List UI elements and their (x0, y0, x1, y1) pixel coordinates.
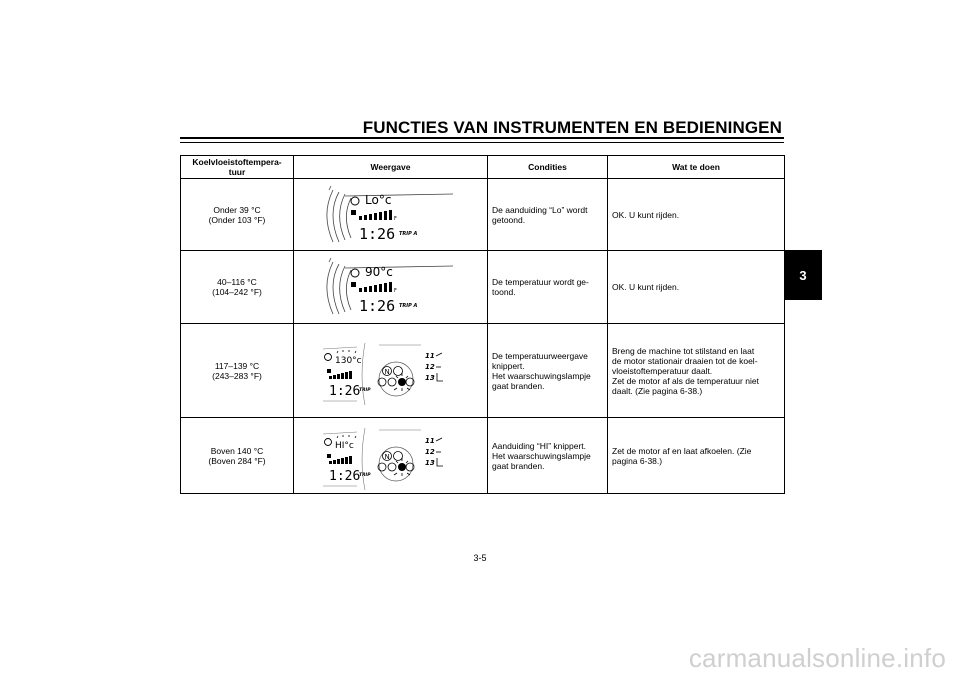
trip-label: TRIP (358, 387, 371, 393)
temperature-icon (324, 438, 331, 445)
table-row (181, 251, 785, 324)
fuel-icon (327, 369, 331, 373)
title-rule-thin (180, 142, 784, 143)
blink-marks (337, 350, 356, 353)
warning-light-icon (398, 378, 406, 386)
lcd-illustration-hi-warning (321, 420, 461, 492)
temperature-icon (324, 353, 331, 360)
temperature-cell: 117–139 °C (243–283 °F) (181, 324, 294, 418)
svg-text:12: 12 (424, 447, 435, 456)
fuel-gauge-bars (329, 371, 352, 379)
chapter-number: 3 (799, 267, 807, 283)
condition-cell: De temperatuur wordt ge- toond. (488, 251, 608, 324)
column-header-action: Wat te doen (608, 156, 785, 179)
page-number: 3-5 (473, 553, 487, 563)
temperature-icon (351, 197, 359, 205)
clock-text: 1:26 (358, 224, 395, 243)
table-row (181, 179, 785, 251)
svg-text:12: 12 (424, 362, 435, 371)
lcd-illustration-130-warning (321, 335, 461, 407)
column-header-temperature: Koelvloeistoftempera- tuur (181, 156, 294, 179)
svg-text:11: 11 (424, 351, 435, 360)
fuel-icon (327, 454, 331, 458)
coolant-temperature-table (180, 155, 785, 494)
action-cell: OK. U kunt rijden. (608, 251, 785, 324)
trip-label: TRIP A (398, 303, 417, 309)
blink-marks (337, 435, 356, 438)
table-row (181, 418, 785, 494)
readout-text: HI°c (334, 440, 354, 451)
neutral-indicator: N (384, 452, 390, 461)
fuel-gauge-bars (359, 210, 392, 220)
readout-text: Lo°c (364, 192, 391, 207)
svg-text:F: F (393, 288, 397, 294)
title-rule (180, 137, 784, 139)
clock-text: 1:26 (358, 297, 395, 315)
column-header-conditions: Condities (488, 156, 608, 179)
display-cell (294, 418, 488, 494)
column-header-display: Weergave (294, 156, 488, 179)
gear-position-list (425, 352, 443, 382)
clock-text: 1:26 (328, 468, 360, 484)
lcd-illustration-90 (321, 256, 461, 318)
display-cell (294, 179, 488, 251)
svg-text:11: 11 (424, 436, 435, 445)
action-cell: Zet de motor af en laat afkoelen. (Zie pagina 6-38.) (608, 418, 785, 494)
temperature-cell: 40–116 °C (104–242 °F) (181, 251, 294, 324)
neutral-indicator: N (384, 367, 390, 376)
table-row (181, 324, 785, 418)
lcd-illustration-lo (321, 184, 461, 246)
temperature-cell: Onder 39 °C (Onder 103 °F) (181, 179, 294, 251)
fuel-gauge-bars (359, 282, 392, 292)
display-cell (294, 324, 488, 418)
indicator-cluster (378, 447, 414, 481)
fuel-gauge-bars (329, 456, 352, 464)
trip-label: TRIP (358, 472, 371, 478)
svg-text:F: F (393, 215, 397, 222)
watermark: carmanualsonline.info (688, 643, 946, 673)
fuel-icon (351, 210, 356, 215)
action-cell: OK. U kunt rijden. (608, 179, 785, 251)
display-cell (294, 251, 488, 324)
svg-text:13: 13 (424, 373, 435, 382)
svg-text:13: 13 (424, 458, 435, 467)
action-cell: Breng de machine tot stilstand en laat de motor stationair draaien tot de koel- vloeistoftemperatuur daalt. Zet de motor af als de temperatuur niet daalt. (Zie pagina 6-38.) (608, 324, 785, 418)
temperature-cell: Boven 140 °C (Boven 284 °F) (181, 418, 294, 494)
gear-position-list (425, 437, 443, 467)
readout-text: 90°c (364, 265, 393, 279)
condition-cell: De temperatuurweergave knippert. Het waarschuwingslampje gaat branden. (488, 324, 608, 418)
page-title: FUNCTIES VAN INSTRUMENTEN EN BEDIENINGEN (362, 118, 782, 137)
trip-label: TRIP A (398, 230, 417, 237)
fuel-icon (351, 282, 356, 287)
temperature-icon (351, 269, 359, 277)
condition-cell: Aanduiding “HI” knippert. Het waarschuwingslampje gaat branden. (488, 418, 608, 494)
chapter-tab (784, 250, 822, 300)
condition-cell: De aanduiding “Lo” wordt getoond. (488, 179, 608, 251)
clock-text: 1:26 (328, 383, 360, 399)
indicator-cluster (378, 362, 414, 396)
readout-text: 130°c (334, 355, 362, 366)
warning-light-icon (398, 463, 406, 471)
table-header-row (181, 156, 785, 179)
